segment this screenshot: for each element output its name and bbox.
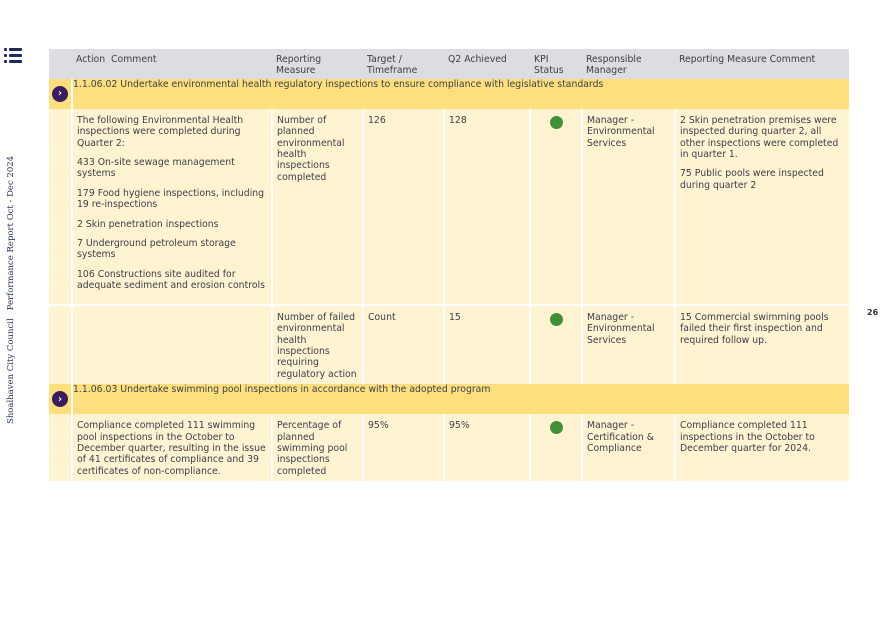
measure-comment-text: 2 Skin penetration premises were inspected during quarter 2, all other inspections were completed in quarter 1. — [680, 114, 839, 161]
responsible-manager-cell: Manager - Environmental Services — [582, 305, 675, 384]
measure-comment-text: 75 Public pools were inspected during quarter 2 — [680, 168, 824, 191]
kpi-status-cell — [530, 109, 582, 305]
row-indent — [49, 305, 72, 384]
table-header-row — [49, 49, 849, 79]
target-cell: 95% — [363, 414, 444, 481]
action-comment-text: 7 Underground petroleum storage systems — [77, 238, 236, 261]
group-title: 1.1.06.02 Undertake environmental health regulatory inspections to ensure compliance with legislative standards — [72, 79, 849, 109]
target-cell: Count — [363, 305, 444, 384]
chevron-right-icon[interactable]: › — [52, 391, 68, 407]
chevron-right-icon[interactable]: › — [52, 86, 68, 102]
action-comment-text: 106 Constructions site audited for adequate sediment and erosion controls — [77, 268, 265, 292]
action-comment-cell — [72, 414, 272, 481]
action-comment-cell — [72, 109, 272, 305]
header-indent — [49, 49, 72, 79]
achieved-cell: 95% — [444, 414, 530, 481]
achieved-cell: 128 — [444, 109, 530, 305]
measure-comment-text: Compliance completed 111 inspections in the October to December quarter for 2024. — [680, 420, 815, 455]
kpi-status-green-icon — [550, 421, 563, 434]
group-title: 1.1.06.03 Undertake swimming pool inspections in accordance with the adopted program — [72, 384, 849, 414]
performance-table — [49, 49, 849, 481]
org-name: Shoalhaven City Council — [6, 318, 16, 424]
group-row — [49, 384, 849, 414]
action-comment-text: 179 Food hygiene inspections, including 19 re-inspections — [77, 187, 265, 211]
table-row — [49, 414, 849, 481]
header-reporting-measure: Reporting Measure — [272, 49, 363, 79]
reporting-measure-cell: Number of planned environmental health inspections completed — [272, 109, 363, 305]
measure-comment-cell — [675, 109, 849, 305]
header-action-comment: Action Comment — [72, 49, 272, 79]
kpi-status-green-icon — [550, 116, 563, 129]
group-row — [49, 79, 849, 109]
action-comment-cell — [72, 305, 272, 384]
report-title: Performance Report Oct - Dec 2024 — [6, 155, 16, 311]
kpi-status-green-icon — [550, 313, 563, 326]
header-kpi-status: KPI Status — [530, 49, 582, 79]
achieved-cell: 15 — [444, 305, 530, 384]
list-menu-icon[interactable] — [4, 48, 22, 64]
header-measure-comment: Reporting Measure Comment — [675, 49, 849, 79]
reporting-measure-cell: Number of failed environmental health inspections requiring regulatory action — [272, 305, 363, 384]
table-row — [49, 109, 849, 305]
reporting-measure-cell: Percentage of planned swimming pool inspections completed — [272, 414, 363, 481]
action-comment-text: Compliance completed 111 swimming pool inspections in the October to December quarter, resulting in the issue of 41 certificates of compliance and 39 certificates of non-compliance. — [77, 420, 266, 477]
kpi-status-cell — [530, 414, 582, 481]
header-responsible-manager: Responsible Manager — [582, 49, 675, 79]
header-target: Target / Timeframe — [363, 49, 444, 79]
responsible-manager-cell: Manager - Environmental Services — [582, 109, 675, 305]
target-cell: 126 — [363, 109, 444, 305]
measure-comment-cell — [675, 305, 849, 384]
kpi-status-cell — [530, 305, 582, 384]
row-indent — [49, 414, 72, 481]
action-comment-text: The following Environmental Health inspections were completed during Quarter 2: — [77, 114, 244, 149]
header-achieved: Q2 Achieved — [444, 49, 530, 79]
table-row — [49, 305, 849, 384]
measure-comment-cell — [675, 414, 849, 481]
page-number: 26 — [867, 308, 879, 317]
action-comment-text: 2 Skin penetration inspections — [77, 218, 219, 230]
action-comment-text: 433 On-site sewage management systems — [77, 157, 235, 180]
measure-comment-text: 15 Commercial swimming pools failed their first inspection and required follow up. — [680, 311, 829, 346]
responsible-manager-cell: Manager - Certification & Compliance — [582, 414, 675, 481]
report-sidebar-title — [6, 155, 16, 424]
row-indent — [49, 109, 72, 305]
